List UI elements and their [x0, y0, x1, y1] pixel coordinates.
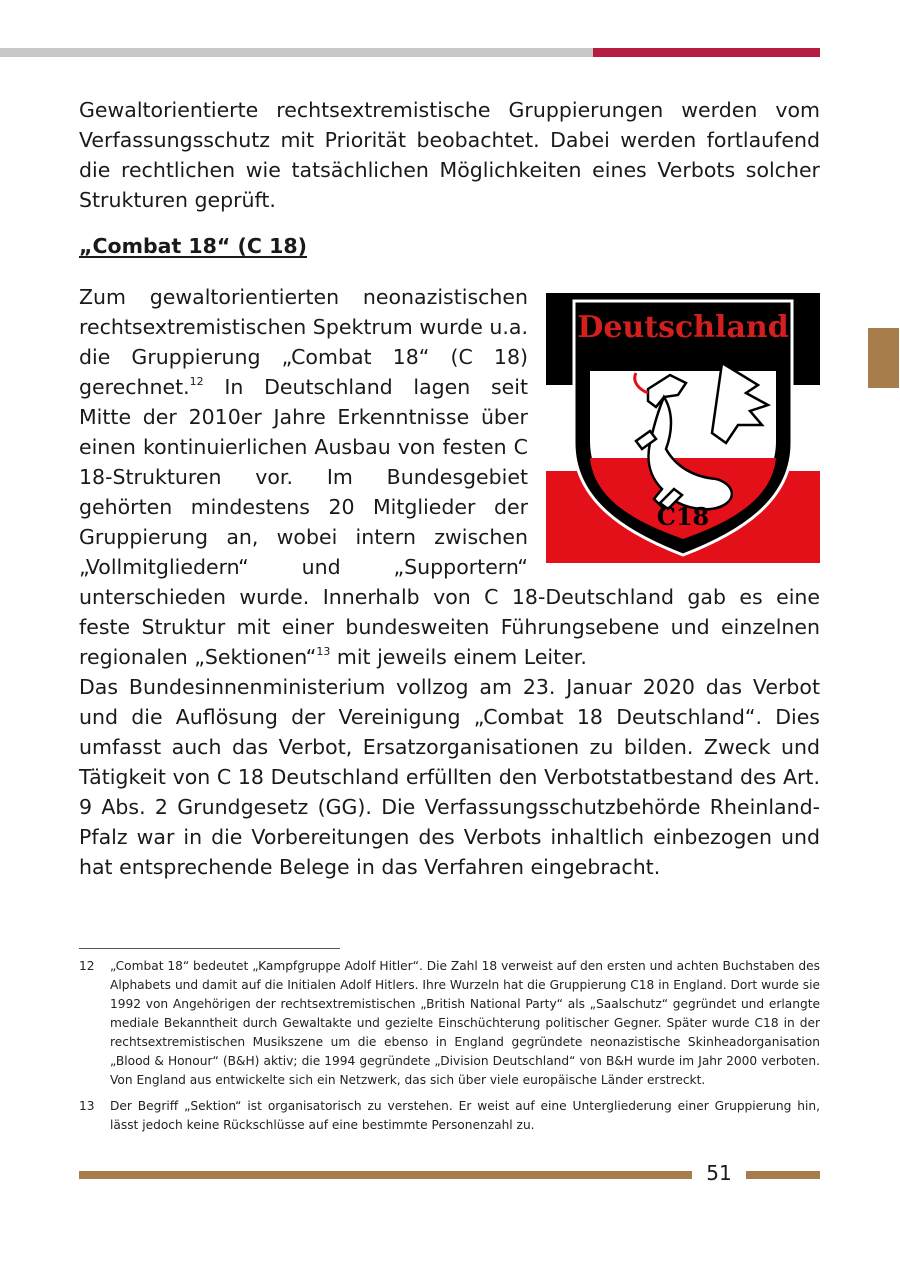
footnote-ref-12[interactable]: 12 — [189, 375, 204, 388]
paragraph-intro: Gewaltorientierte rechtsextremistische Gruppierungen werden vom Verfassungsschutz mit Priorität beobachtet. Dabei werden fortlaufend die rechtlichen wie tatsächlichen Möglichkeiten eines Verbots solcher Strukturen geprüft. — [79, 98, 820, 212]
paragraph-combat18-text-c: mit jeweils einem Leiter. — [330, 645, 587, 669]
paragraph-combat18-text-a: Zum gewaltorientierten neonazistischen rechtsextremistischen Spektrum wurde u.a. die Gruppierung „Combat 18“ (C 18) gerechnet. — [79, 285, 528, 399]
footnote-number: 12 — [79, 959, 95, 973]
footnote-number: 13 — [79, 1099, 95, 1113]
page-number: 51 — [706, 1161, 732, 1185]
footnote-text: Der Begriff „Sektion“ ist organisatorisch zu verstehen. Er weist auf eine Untergliederung einer Gruppierung hin, lässt jedoch keine Rückschlüsse auf eine bestimmte Personenzahl zu. — [110, 1099, 820, 1132]
paragraph-combat18-text-b: In Deutschland lagen seit Mitte der 2010er Jahre Erkenntnisse über einen kontinuierlichen Ausbau von festen C 18-Strukturen vor. Im Bundesgebiet gehörten mindestens 20 Mitglieder der Gruppierung an, wobei intern zwischen „Vollmitgliedern“ und „Supportern“ unterschieden wurde. Innerhalb von C 18-Deutschland gab es eine feste Struktur mit einer bundesweiten Führungsebene und einzelnen regionalen „Sektionen“ — [79, 375, 820, 669]
footer-bar-left — [79, 1171, 692, 1179]
header-bar-red — [593, 48, 820, 57]
paragraph-combat18 — [79, 282, 820, 672]
emblem-bottom-text: C18 — [656, 502, 710, 531]
footnote-ref-13[interactable]: 13 — [316, 645, 331, 658]
footnote-13 — [79, 1097, 820, 1135]
header-bar-gray — [0, 48, 593, 57]
footnote-12 — [79, 957, 820, 1090]
footnote-text: „Combat 18“ bedeutet „Kampfgruppe Adolf Hitler“. Die Zahl 18 verweist auf den ersten und achten Buchstaben des Alphabets und damit auf die Initialen Adolf Hitlers. Ihre Wurzeln hat die Gruppierung C18 in England. Dort wurde sie 1992 von Angehörigen der rechtsextremistischen „British National Party“ als „Saalschutz“ gegründet und erlangte mediale Bekanntheit durch Gewaltakte und gezielte Einschüchterung politischer Gegner. Später wurde C18 in der rechtsextremistischen Musikszene um die ebenso in England gegründete neonazistische Skinheadorganisation „Blood & Honour“ (B&H) aktiv; die 1994 gegründete „Division Deutschland“ von B&H wurde im Jahr 2000 verboten. Von England aus entwickelte sich ein Netzwerk, das sich über viele europäische Länder erstreckt. — [110, 959, 820, 1087]
combat18-emblem-image — [546, 293, 820, 563]
chapter-tab-marker — [868, 328, 899, 388]
footnote-divider — [79, 948, 340, 949]
section-heading: „Combat 18“ (C 18) — [79, 234, 307, 258]
paragraph-ban: Das Bundesinnenministerium vollzog am 23. Januar 2020 das Verbot und die Auflösung der Vereinigung „Combat 18 Deutschland“. Dies umfasst auch das Verbot, Ersatzorganisationen zu bilden. Zweck und Tätigkeit von C 18 Deutschland erfüllten den Verbotstatbestand des Art. 9 Abs. 2 Grundgesetz (GG). Die Verfassungsschutzbehörde Rheinland-Pfalz war in die Vorbereitungen des Verbots inhaltlich einbezogen und hat entsprechende Belege in das Verfahren eingebracht. — [79, 675, 820, 879]
emblem-top-text: Deutschland — [577, 310, 789, 345]
footer-bar-right — [746, 1171, 820, 1179]
